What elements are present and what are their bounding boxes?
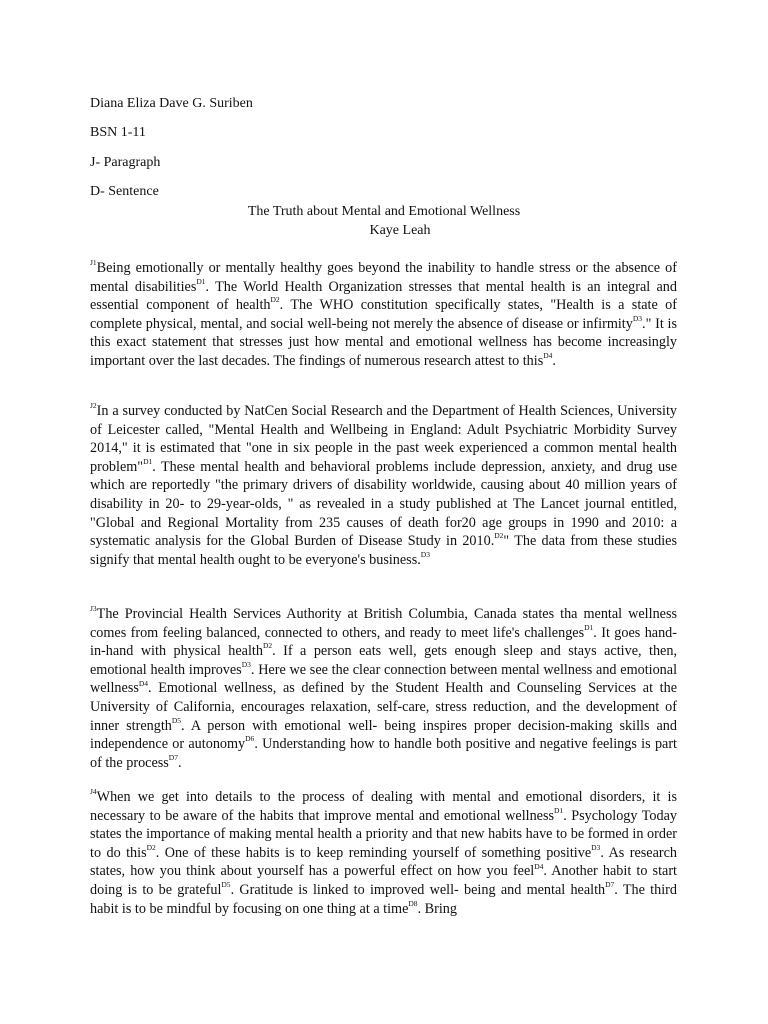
page-bottom-margin	[0, 1000, 768, 1024]
annotation-marker: D3	[591, 843, 601, 853]
annotation-marker: D6	[245, 734, 255, 744]
paragraph-text: . Gratitude is linked to improved well- being and mental health	[230, 881, 606, 898]
annotation-marker: D4	[138, 678, 149, 688]
paragraph-text: . Bring	[417, 900, 457, 917]
paragraph-text: The Provincial Health Services Authority at British Columbia, Canada states tha mental wellness comes from feeling balanced, connected to others, and ready to meet life's challenges	[90, 606, 677, 641]
paragraph-text: . Understanding how to handle both positive and negative feelings is part of the process	[90, 736, 677, 771]
annotation-marker: D2	[494, 531, 504, 541]
paragraph-4	[90, 788, 677, 918]
student-name: Diana Eliza Dave G. Suriben	[90, 96, 253, 111]
annotation-marker: D8	[408, 898, 418, 908]
annotation-marker: J1	[90, 258, 97, 268]
annotation-marker: D3	[420, 550, 430, 560]
student-section: BSN 1-11	[90, 125, 146, 140]
annotation-marker: D2	[262, 641, 273, 651]
annotation-marker: D5	[171, 715, 182, 725]
annotation-marker: D4	[534, 861, 544, 871]
paragraph-text: . Psychology Today states the importance of making mental health a priority and that new habits have to be formed in order to do this	[90, 807, 677, 861]
paragraph-text: . As research states, how you think about yourself has a powerful effect on how you feel	[90, 844, 677, 880]
annotation-marker: D1	[584, 622, 594, 632]
annotation-marker: J4	[90, 787, 97, 797]
annotation-marker: D1	[143, 457, 153, 467]
annotation-marker: D5	[221, 880, 231, 890]
paragraph-text: . If a person eats well, gets enough sleep and stays active, then, emotional health improves	[90, 643, 677, 678]
annotation-marker: D7	[605, 880, 615, 890]
annotation-marker: D7	[168, 753, 178, 763]
annotation-marker: J2	[90, 401, 97, 411]
paragraph-text: .	[552, 352, 556, 369]
annotation-marker: D2	[146, 843, 156, 853]
paragraph-text: . The third habit is to be mindful by focusing on one thing at a time	[90, 881, 677, 917]
paragraph-text: ." It is this exact statement that stresses just how mental and emotional wellness has become increasingly important over the last decades. The findings of numerous research attest to this	[90, 315, 677, 369]
paragraph-text: . These mental health and behavioral problems include depression, anxiety, and drug use which are reportedly "the primary drivers of disability worldwide, causing about 40 million years of disability in 20- to 29-year-olds, " as revealed in a study published at The Lancet journal entitled, "Global and Regional Mortality from 235 causes of death for20 age groups in 1990 and 2010: a systematic analysis for the Global Burden of Disease Study in 2010.	[90, 458, 677, 550]
article-author: Kaye Leah	[369, 223, 431, 238]
legend-sentence: D- Sentence	[90, 184, 159, 199]
annotation-marker: D4	[543, 351, 553, 361]
paragraph-text: . One of these habits is to keep reminding yourself of something positive	[155, 844, 592, 861]
article-title: The Truth about Mental and Emotional Wellness	[247, 204, 521, 219]
annotation-marker: D1	[554, 805, 564, 815]
paragraph-text: . Emotional wellness, as defined by the Student Health and Counseling Services at the University of California, encourages relaxation, self-care, stress reduction, and the development of inner strength	[90, 680, 677, 734]
paragraph-text: . Here we see the clear connection between mental wellness and emotional wellness	[90, 661, 678, 697]
annotation-marker: J3	[90, 604, 97, 614]
paragraph-text: .	[177, 754, 182, 771]
paragraph-text: In a survey conducted by NatCen Social Research and the Department of Health Sciences, University of Leicester called, "Mental Health and Wellbeing in England: Adult Psychiatric Morbidity Survey 2014," it is estimated that "one in six people in the past week experienced a common mental health problem"	[90, 403, 677, 475]
paragraph-text: . The WHO constitution specifically states, "Health is a state of complete physical, mental, and social well-being not merely the absence of disease or infirmity	[90, 297, 677, 332]
paragraph-3	[90, 605, 677, 772]
paragraph-text: . A person with emotional well- being inspires proper decision-making skills and independence or autonomy	[90, 717, 677, 753]
paragraph-text: . The World Health Organization stresses that mental health is an integral and essential component of health	[90, 278, 677, 314]
annotation-marker: D2	[270, 295, 280, 305]
paragraph-text: . Another habit to start doing is to be grateful	[90, 863, 677, 898]
legend-paragraph: J- Paragraph	[90, 155, 161, 170]
paragraph-1	[90, 259, 677, 371]
paragraph-2	[90, 402, 677, 569]
paragraph-text: When we get into details to the process of dealing with mental and emotional disorders, it is necessary to be aware of the habits that improve mental and emotional wellness	[90, 789, 677, 824]
annotation-marker: D3	[632, 314, 643, 324]
paragraph-text: Being emotionally or mentally healthy goes beyond the inability to handle stress or the absence of mental disabilities	[90, 260, 677, 295]
paragraph-text: . It goes hand-in-hand with physical health	[90, 624, 678, 660]
annotation-marker: D3	[241, 660, 251, 670]
paragraph-text: " The data from these studies signify that mental health ought to be everyone's business.	[90, 533, 677, 568]
annotation-marker: D1	[196, 276, 206, 286]
